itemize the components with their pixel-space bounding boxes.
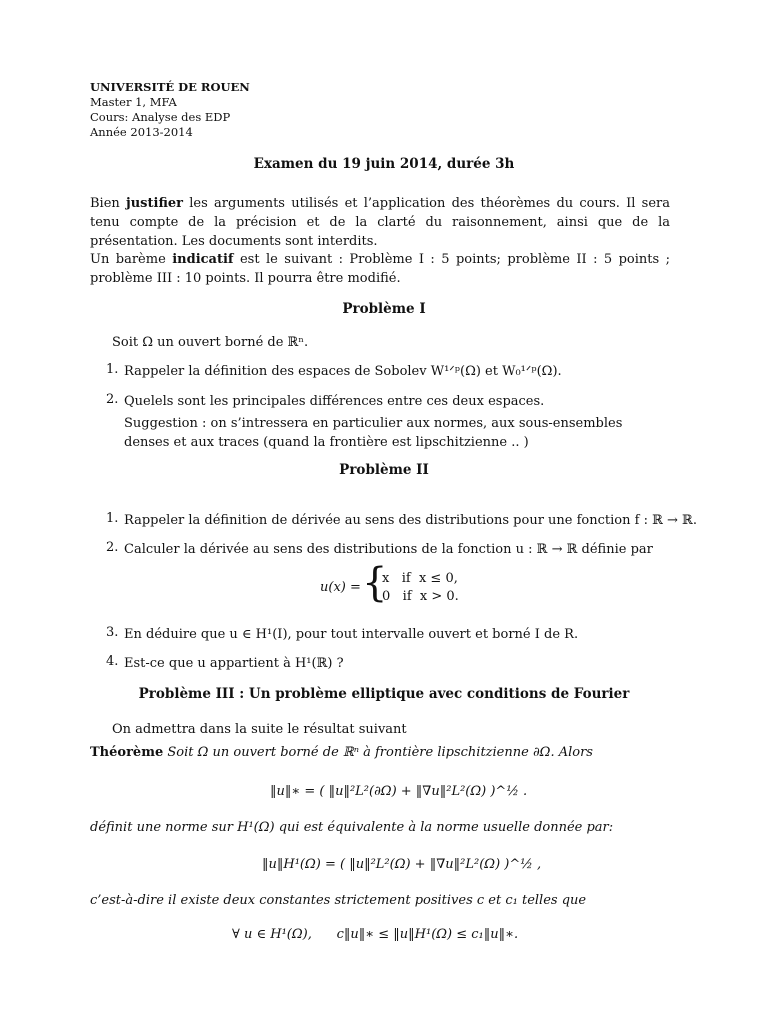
q-number: 1. — [106, 362, 119, 377]
intro-text: les arguments utilisés et l’application des théorèmes du cours. Il sera tenu compte de la précision et de la clarté du raisonnement, ainsi que de la présentation. Les documents sont interdits. — [90, 196, 670, 249]
equation-norm-star: ‖u‖∗ = ( ‖u‖²L²(∂Ω) + ‖∇u‖²L²(Ω) )^½ . — [270, 784, 528, 799]
problem2-title: Problème II — [339, 462, 429, 478]
piecewise-lhs: u(x) = — [320, 580, 361, 595]
problem1-q2: Quelels sont les principales différences entre ces deux espaces. — [124, 394, 545, 409]
level: Master 1, MFA — [90, 95, 177, 109]
theorem-label: Théorème — [90, 745, 164, 760]
exam-title: Examen du 19 juin 2014, durée 3h — [253, 156, 515, 172]
intro-paragraph-1 — [90, 194, 670, 251]
problem1-title: Problème I — [342, 301, 426, 317]
piecewise-row-2: 0 if x > 0. — [382, 589, 459, 604]
course: Cours: Analyse des EDP — [90, 110, 231, 124]
intro-emphasis: indicatif — [172, 252, 234, 267]
problem1-intro: Soit Ω un ouvert borné de ℝⁿ. — [112, 335, 309, 350]
theorem-text: Soit Ω un ouvert borné de ℝⁿ à frontière lipschitzienne ∂Ω. Alors — [163, 745, 593, 760]
problem1-suggestion: Suggestion : on s’intressera en particulier aux normes, aux sous-ensembles denses et aux traces (quand la frontière est lipschitzienne .. ) — [124, 416, 623, 450]
equation-h1-norm: ‖u‖H¹(Ω) = ( ‖u‖²L²(Ω) + ‖∇u‖²L²(Ω) )^½ , — [262, 857, 542, 872]
q-number: 2. — [106, 540, 119, 555]
equation-equivalence: ∀ u ∈ H¹(Ω), c‖u‖∗ ≤ ‖u‖H¹(Ω) ≤ c₁‖u‖∗. — [232, 927, 519, 942]
theorem-statement — [90, 743, 690, 762]
header-block — [90, 80, 250, 140]
q-number: 4. — [106, 654, 119, 669]
intro-text: Un barème — [90, 252, 173, 267]
problem1-q1: Rappeler la définition des espaces de Sobolev W¹ᐟᵖ(Ω) et W₀¹ᐟᵖ(Ω). — [124, 364, 562, 379]
year: Année 2013-2014 — [90, 125, 193, 139]
intro-paragraph-2 — [90, 250, 670, 288]
q-number: 3. — [106, 625, 119, 640]
q-number: 2. — [106, 392, 119, 407]
problem2-q1: Rappeler la définition de dérivée au sens des distributions pour une fonction f : ℝ → ℝ. — [124, 513, 697, 528]
university-name: UNIVERSITÉ DE ROUEN — [90, 80, 250, 94]
problem2-q2: Calculer la dérivée au sens des distributions de la fonction u : ℝ → ℝ définie par — [124, 542, 653, 557]
piecewise-row-1: x if x ≤ 0, — [382, 571, 458, 586]
intro-emphasis: justifier — [126, 196, 184, 211]
theorem-line-2: définit une norme sur H¹(Ω) qui est équivalente à la norme usuelle donnée par: — [90, 820, 614, 835]
theorem-line-3: c’est-à-dire il existe deux constantes strictement positives c et c₁ telles que — [90, 893, 587, 908]
problem2-q3: En déduire que u ∈ H¹(I), pour tout intervalle ouvert et borné I de R. — [124, 627, 579, 642]
problem3-title: Problème III : Un problème elliptique avec conditions de Fourier — [138, 686, 630, 702]
q-number: 1. — [106, 511, 119, 526]
problem3-intro: On admettra dans la suite le résultat suivant — [112, 722, 407, 737]
left-brace-symbol: { — [362, 560, 388, 606]
intro-text: est le suivant : Problème I : 5 points; problème II : 5 points ; problème III : 10 points. Il pourra être modifié. — [90, 252, 670, 286]
intro-text: Bien — [90, 196, 127, 211]
problem2-q4: Est-ce que u appartient à H¹(ℝ) ? — [124, 656, 344, 671]
